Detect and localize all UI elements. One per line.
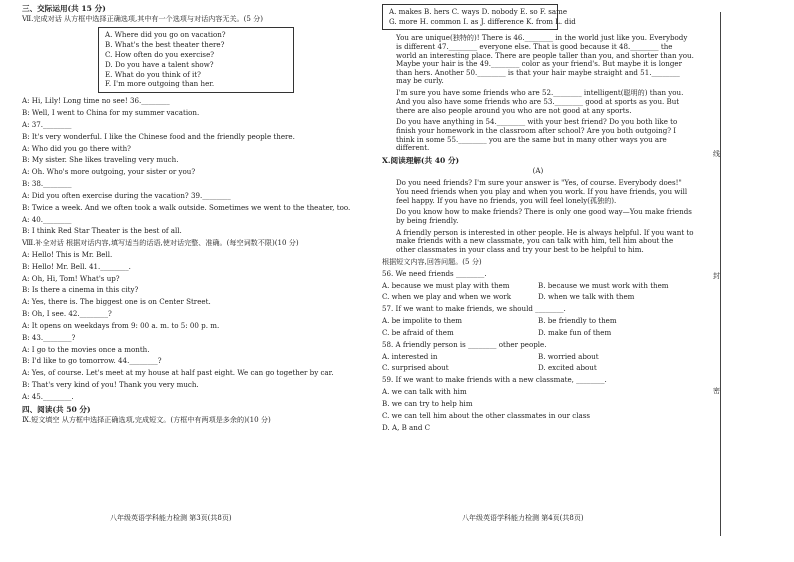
question-57	[382, 305, 694, 340]
answer-option: A. we can talk with him	[382, 387, 467, 397]
answer-option: D. make fun of them	[538, 327, 612, 337]
word-box-row: A. makes B. hers C. ways D. nobody E. so F. same	[389, 7, 568, 16]
dialog-line: A: Yes, there is. The biggest one is on Center Street.	[22, 297, 211, 307]
page-footer-right: 八年级英语学科能力检测 第4页(共8页)	[462, 514, 584, 522]
answer-option: C. we can tell him about the other classmates in our class	[382, 410, 590, 420]
question-stem: 56. We need friends ________.	[382, 268, 487, 278]
binding-line	[720, 12, 721, 536]
dialog-line: B: Twice a week. And we often took a walk outside. Sometimes we went to the theater, too.	[22, 202, 351, 212]
question-stem: 58. A friendly person is ________ other people.	[382, 339, 547, 349]
reading-passage	[382, 179, 694, 255]
q7-instruction: Ⅶ.完成对话 从方框中选择正确选项,其中有一个选项与对话内容无关。(5 分)	[22, 14, 264, 24]
answer-option: B. because we must work with them	[538, 280, 669, 290]
right-column	[382, 4, 694, 435]
dialog-line: A: 45.________.	[22, 391, 74, 401]
binding-mark-mi: 密	[713, 385, 720, 398]
dialog-line: A: Oh, Hi, Tom! What's up?	[22, 273, 120, 283]
cloze-paragraph: You are unique(独特的)! There is 46.________ in the world just like you. Everybody is different 47.________ everyone else. That is good because it 48.________ the world an interesting place. There are people taller than you, and shorter than you. Maybe your hair is the 49.________ color as your friend's. But maybe it is longer than hers. Another 50.________ is that your hair maybe straight and 51.________ may be curly.	[396, 33, 694, 86]
dialog-line: B: Is there a cinema in this city?	[22, 285, 139, 295]
left-column	[22, 4, 364, 428]
answer-option: C. when we play and when we work	[382, 292, 511, 302]
dialog-line: B: I think Red Star Theater is the best of all.	[22, 226, 182, 236]
dialog-line: B: Hello! Mr. Bell. 41.________.	[22, 261, 131, 271]
dialog-line: B: 43.________?	[22, 332, 76, 342]
question-59	[382, 376, 694, 432]
answer-option: D. when we talk with them	[538, 292, 635, 302]
q10-instruction: Ⅹ.阅读理解(共 40 分)	[382, 156, 460, 166]
section3-title: 三、交际运用(共 15 分)	[22, 4, 106, 13]
dialog-line: B: I'd like to go tomorrow. 44.________?	[22, 356, 162, 366]
answer-option: A. be impolite to them	[382, 316, 462, 326]
dialog-2	[22, 251, 364, 402]
dialog-line: B: 38.________	[22, 179, 72, 189]
dialog-line: A: I go to the movies once a month.	[22, 344, 150, 354]
dialog-line: A: Did you often exercise during the vacation? 39.________	[22, 190, 231, 200]
answer-option: B. be friendly to them	[538, 316, 617, 326]
word-box-row: G. more H. common I. as J. difference K. from L. did	[389, 16, 576, 26]
question-stem: 59. If we want to make friends with a new classmate, ________.	[382, 375, 607, 385]
cloze-paragraph: I'm sure you have some friends who are 52.________ intelligent(聪明的) than you. And you also have some friends who are 53.________ good at sports as you. But there are also people around you who are not good at any sports.	[396, 88, 684, 115]
binding-mark-feng: 封	[713, 270, 720, 283]
word-box	[382, 4, 576, 30]
choose-instruction: 根据短文内容,回答问题。(5 分)	[382, 256, 482, 266]
cloze-passage	[382, 34, 694, 153]
dialog-line: B: Oh, I see. 42.________?	[22, 309, 112, 319]
cloze-paragraph: Do you have anything in 54.________ with your best friend? Do you both like to finish your homework in the classroom after school? Are you both outgoing? I think in some 55.________ you are the same but in many other ways you are different.	[396, 117, 678, 153]
answer-option: A. interested in	[382, 351, 438, 361]
dialog-line: B: My sister. She likes traveling very much.	[22, 155, 179, 165]
q7-option: F. I'm more outgoing than her.	[105, 79, 215, 89]
section4-title: 四、阅读(共 50 分)	[22, 404, 91, 414]
q7-option: D. Do you have a talent show?	[105, 59, 214, 69]
dialog-1	[22, 97, 364, 236]
q7-option: E. What do you think of it?	[105, 69, 201, 79]
q7-option: A. Where did you go on vacation?	[105, 30, 226, 40]
q8-instruction: Ⅷ.补全对话 根据对话内容,填写适当的话语,使对话完整、准确。(每空词数不限)(10 分)	[22, 238, 299, 248]
question-stem: 57. If we want to make friends, we should ________.	[382, 304, 566, 314]
dialog-line: A: Hi, Lily! Long time no see! 36.________	[22, 96, 170, 106]
passage-label: (A)	[532, 166, 544, 176]
dialog-line: B: It's very wonderful. I like the Chinese food and the friendly people there.	[22, 131, 295, 141]
passage-paragraph: Do you need friends? I'm sure your answer is "Yes, of course. Everybody does!" You need friends when you play and when you work. If you have friends, you will feel happy. If you have no friends, you will feel lonely(孤独的).	[396, 178, 688, 205]
question-56	[382, 270, 694, 305]
dialog-line: A: It opens on weekdays from 9: 00 a. m. to 5: 00 p. m.	[22, 320, 220, 330]
dialog-line: B: That's very kind of you! Thank you very much.	[22, 380, 199, 390]
passage-paragraph: A friendly person is interested in other people. He is always helpful. If you want to make friends with a new classmate, you can talk with him, tell him about the other classmates in your class and try your best to be helpful to him.	[396, 227, 694, 255]
q7-option: B. What's the best theater there?	[105, 40, 225, 50]
answer-option: B. we can try to help him	[382, 398, 473, 408]
dialog-line: A: Yes, of course. Let's meet at my house at half past eight. We can go together by car.	[22, 368, 334, 378]
binding-mark-xian: 线	[713, 148, 720, 161]
answer-option: D. A, B and C	[382, 422, 431, 432]
answer-option: A. because we must play with them	[382, 280, 510, 290]
dialog-line: A: 37.________	[22, 119, 72, 129]
page-footer-left: 八年级英语学科能力检测 第3页(共8页)	[110, 514, 232, 522]
dialog-line: A: Hello! This is Mr. Bell.	[22, 250, 113, 259]
q7-option: C. How often do you exercise?	[105, 49, 215, 59]
answer-option: C. be afraid of them	[382, 327, 454, 337]
dialog-line: A: 40.________	[22, 214, 72, 224]
question-58	[382, 341, 694, 376]
dialog-line: A: Who did you go there with?	[22, 143, 131, 153]
answer-option: B. worried about	[538, 351, 599, 361]
q7-options-box	[98, 27, 294, 93]
dialog-line: A: Oh. Who's more outgoing, your sister or you?	[22, 167, 196, 177]
answer-option: D. excited about	[538, 363, 597, 373]
answer-option: C. surprised about	[382, 363, 449, 373]
dialog-line: B: Well, I went to China for my summer vacation.	[22, 108, 200, 118]
passage-paragraph: Do you know how to make friends? There is only one good way—You make friends by being friendly.	[396, 207, 692, 225]
q9-instruction: Ⅸ.短文填空 从方框中选择正确选项,完成短文。(方框中有两项是多余的)(10 分)	[22, 415, 271, 425]
